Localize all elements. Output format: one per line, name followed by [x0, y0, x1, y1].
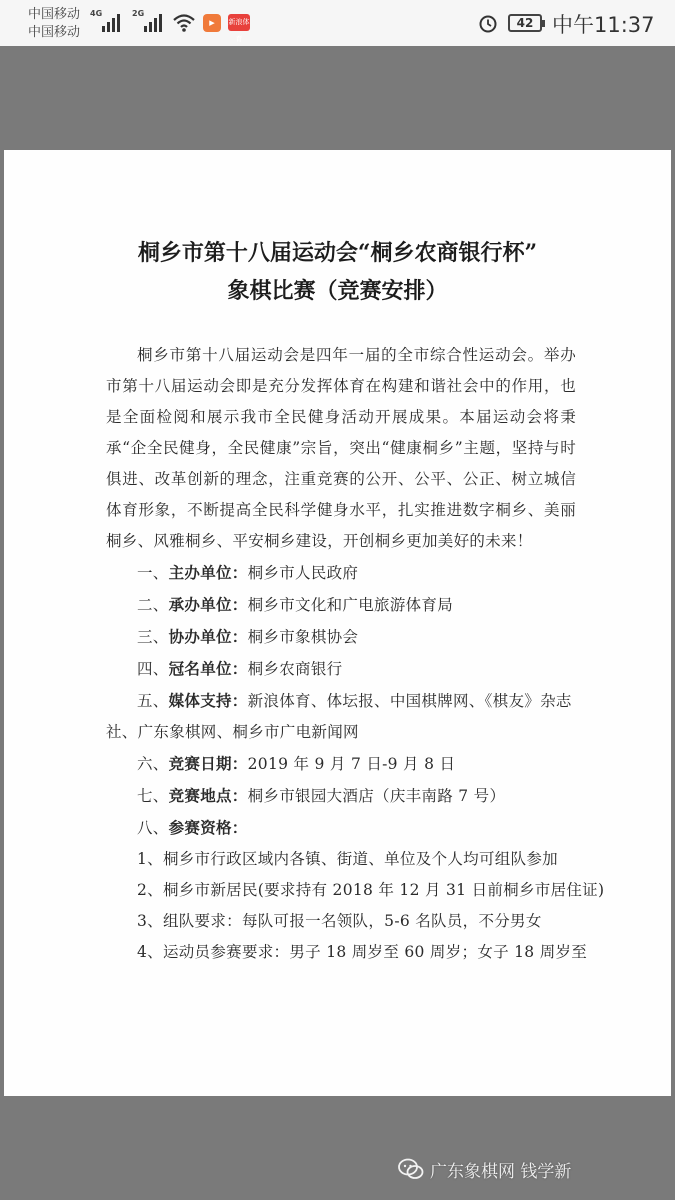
- sub-item: 4、运动员参赛要求：男子 18 周岁至 60 周岁；女子 18 周岁至: [137, 943, 588, 961]
- list-item: [106, 685, 576, 748]
- item-number: 六、: [137, 755, 169, 773]
- item-value: 2019 年 9 月 7 日-9 月 8 日: [247, 755, 456, 773]
- watermark-text: 广东象棋网 钱学新: [430, 1161, 572, 1182]
- signal-2g-icon: [132, 9, 168, 32]
- item-value: 桐乡市银园大酒店（庆丰南路 7 号）: [247, 787, 506, 805]
- item-label: 承办单位：: [168, 595, 248, 614]
- wechat-icon: [398, 1158, 424, 1180]
- status-bar: [0, 0, 675, 46]
- carrier-labels: [28, 6, 80, 42]
- item-value: 桐乡市象棋协会: [247, 628, 359, 646]
- wifi-icon: [172, 13, 196, 33]
- document-body: [106, 340, 605, 968]
- item-value: 桐乡市人民政府: [247, 564, 359, 582]
- signal-2g-tag: 2G: [132, 9, 145, 18]
- list-item: [106, 653, 576, 685]
- list-item: [106, 812, 576, 844]
- item-number: 八、: [137, 819, 169, 837]
- item-label: 竞赛地点：: [168, 786, 248, 805]
- item-number: 七、: [137, 787, 169, 805]
- item-number: 四、: [137, 660, 169, 678]
- carrier-2: 中国移动: [28, 25, 81, 40]
- item-label: 竞赛日期：: [168, 754, 248, 773]
- list-item: [106, 621, 576, 653]
- item-number: 二、: [137, 596, 169, 614]
- watermark: [398, 1152, 571, 1186]
- item-label: 参赛资格：: [168, 818, 248, 837]
- list-item: [106, 589, 576, 621]
- item-label: 冠名单位：: [168, 659, 248, 678]
- intro-paragraph: 桐乡市第十八届运动会是四年一届的全市综合性运动会。举办市第十八届运动会即是充分发挥体育在构建和谐社会中的作用，也是全面检阅和展示我市全民健身活动开展成果。本届运动会将秉承“企全民健身，全民健康”宗旨，突出“健康桐乡”主题，坚持与时俱进、改革创新的理念，注重竞赛的公开、公平、公正、树立城信体育形象，不断提高全民科学健身水平，扎实推进数字桐乡、美丽桐乡、风雅桐乡、平安桐乡建设，开创桐乡更加美好的未来！: [106, 346, 576, 550]
- sub-item: 2、桐乡市新居民(要求持有 2018 年 12 月 31 日前桐乡市居住证): [137, 881, 605, 899]
- item-value: 桐乡市文化和广电旅游体育局: [247, 596, 454, 614]
- list-item: [106, 748, 576, 780]
- list-item: [106, 557, 576, 589]
- signal-4g-icon: [90, 9, 126, 32]
- title-line-1: 桐乡市第十八届运动会“桐乡农商银行杯”: [137, 240, 538, 266]
- item-number: 一、: [137, 564, 169, 582]
- sub-item: 1、桐乡市行政区域内各镇、街道、单位及个人均可组队参加: [137, 850, 558, 868]
- list-item: [106, 780, 576, 812]
- status-clock: 中午11:37: [552, 13, 655, 37]
- sub-item: 3、组队要求：每队可报一名领队，5-6 名队员，不分男女: [137, 912, 542, 930]
- document-title: [4, 234, 671, 310]
- item-number: 三、: [137, 628, 169, 646]
- signal-4g-tag: 4G: [90, 9, 103, 18]
- carrier-1: 中国移动: [28, 7, 81, 22]
- title-line-2: 象棋比赛（竞赛安排）: [227, 278, 448, 304]
- alarm-icon: [478, 13, 498, 33]
- item-label: 媒体支持：: [168, 691, 248, 710]
- item-label: 主办单位：: [168, 563, 248, 582]
- item-number: 五、: [137, 692, 169, 710]
- item-value: 桐乡农商银行: [247, 660, 343, 678]
- sina-sports-icon: 新浪体育: [228, 14, 250, 31]
- battery-icon: 42: [508, 14, 542, 32]
- video-app-icon: ▸: [203, 14, 221, 32]
- item-label: 协办单位：: [168, 627, 248, 646]
- document-page: [4, 150, 671, 1096]
- item-value: 新浪体育、体坛报、中国棋牌网、《棋友》杂志社、广东象棋网、桐乡市广电新闻网: [106, 692, 572, 741]
